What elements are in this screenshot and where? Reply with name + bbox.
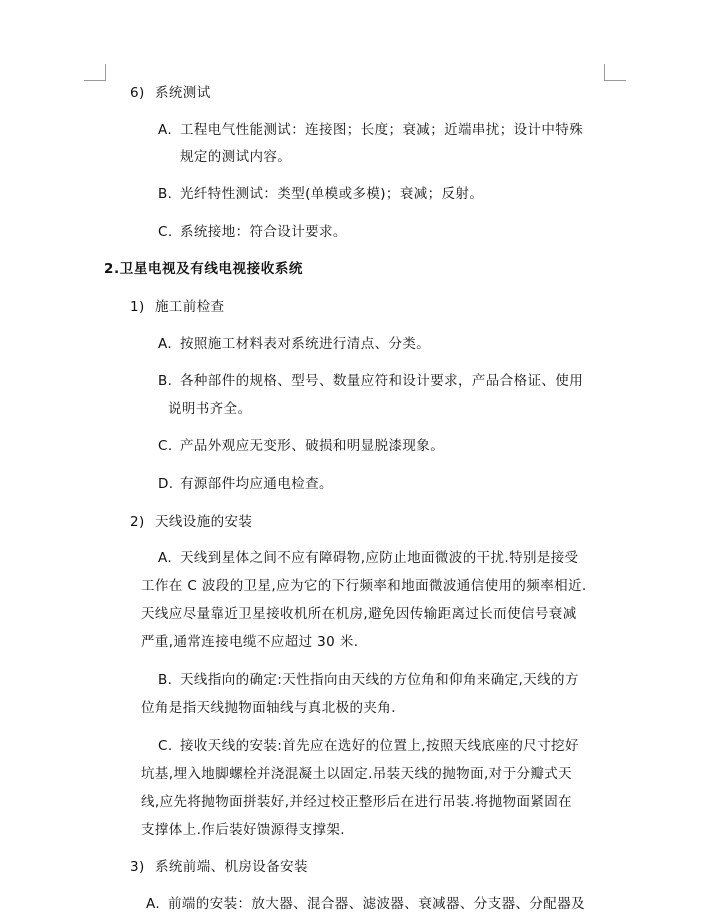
item-6-c	[158, 222, 347, 242]
sub-item-text: 光纤特性测试：类型(单模或多模)；衰减；反射。	[180, 186, 484, 202]
item-6-a-line-2	[180, 147, 291, 167]
sub-item-text: 系统接地：符合设计要求。	[180, 224, 347, 240]
crop-mark-left-vertical	[105, 64, 106, 81]
crop-mark-left-horizontal	[84, 80, 106, 81]
sub-item-label: B.	[158, 186, 173, 202]
sub-item-text: 接收天线的安装:首先应在选好的位置上,按照天线底座的尺寸挖好	[180, 738, 579, 754]
item-2-a-line-2: 工作在 C 波段的卫星,应为它的下行频率和地面微波通信使用的频率相近.	[141, 578, 587, 594]
item-2-a-line-3: 天线应尽量靠近卫星接收机所在机房,避免因传输距离过长而使信号衰减	[141, 606, 577, 622]
sub-item-text: 天线到星体之间不应有障碍物,应防止地面微波的干扰.特别是接受	[180, 550, 579, 566]
sub-item-label: C.	[158, 438, 173, 454]
item-2-c-line-4: 支撑体上.作后装好馈源得支撑架.	[141, 822, 345, 838]
item-6-a-line-1	[158, 120, 583, 140]
item-number: 2)	[130, 514, 145, 530]
item-2-b-line-2: 位角是指天线抛物面轴线与真北极的夹角.	[141, 700, 396, 716]
item-3-heading	[130, 857, 308, 877]
item-title: 施工前检查	[155, 299, 225, 315]
item-title: 天线设施的安装	[155, 514, 253, 530]
item-2-c-line-3: 线,应先将抛物面拼装好,并经过校正整形后在进行吊装.将抛物面紧固在	[141, 794, 573, 810]
sub-item-text: 产品外观应无变形、破损和明显脱漆现象。	[180, 438, 445, 454]
sub-item-text: 工程电气性能测试：连接图；长度；衰减；近端串扰；设计中特殊	[180, 122, 584, 138]
sub-item-label: A.	[146, 896, 161, 912]
sub-item-label: B.	[158, 672, 173, 688]
sub-item-label: A.	[158, 336, 173, 352]
item-6-b	[158, 184, 483, 204]
sub-item-label: C.	[158, 224, 173, 240]
sub-item-text: 说明书齐全。	[168, 401, 252, 417]
item-3-a	[146, 894, 585, 914]
item-1-b-line-2	[168, 399, 251, 419]
item-1-c	[158, 436, 444, 456]
sub-item-text: 规定的测试内容。	[180, 149, 292, 165]
sub-item-label: D.	[158, 476, 174, 492]
item-2-c-line-1	[158, 736, 579, 756]
item-2-a-line-4: 严重,通常连接电缆不应超过 30 米.	[141, 634, 359, 650]
sub-item-label: C.	[158, 738, 173, 754]
sub-item-text: 前端的安装：放大器、混合器、滤波器、衰减器、分支器、分配器及	[168, 896, 585, 912]
item-1-b-line-1	[158, 371, 583, 391]
sub-item-label: A.	[158, 122, 173, 138]
crop-mark-right-horizontal	[604, 80, 626, 81]
sub-item-label: A.	[158, 550, 173, 566]
item-number: 1)	[130, 299, 145, 315]
item-6-heading	[130, 83, 211, 103]
item-2-c-line-2: 坑基,埋入地脚螺栓并浇混凝土以固定.吊装天线的抛物面,对于分瓣式天	[141, 766, 573, 782]
item-title: 系统前端、机房设备安装	[155, 859, 308, 875]
sub-item-text: 天线指向的确定:天性指向由天线的方位角和仰角来确定,天线的方	[180, 672, 579, 688]
crop-mark-right-vertical	[604, 64, 605, 81]
item-2-heading	[130, 512, 252, 532]
item-number: 6)	[130, 85, 145, 101]
item-1-a	[158, 334, 430, 354]
item-title: 系统测试	[155, 85, 211, 101]
item-1-d	[158, 474, 333, 494]
sub-item-text: 各种部件的规格、型号、数量应符和设计要求，产品合格证、使用	[180, 373, 584, 389]
sub-item-text: 有源部件均应通电检查。	[180, 476, 333, 492]
sub-item-text: 按照施工材料表对系统进行清点、分类。	[180, 336, 431, 352]
item-number: 3)	[130, 859, 145, 875]
sub-item-label: B.	[158, 373, 173, 389]
item-1-heading	[130, 297, 225, 317]
section-2-heading: 2.卫星电视及有线电视接收系统	[104, 261, 304, 277]
item-2-a-line-1	[158, 548, 579, 568]
item-2-b-line-1	[158, 670, 579, 690]
